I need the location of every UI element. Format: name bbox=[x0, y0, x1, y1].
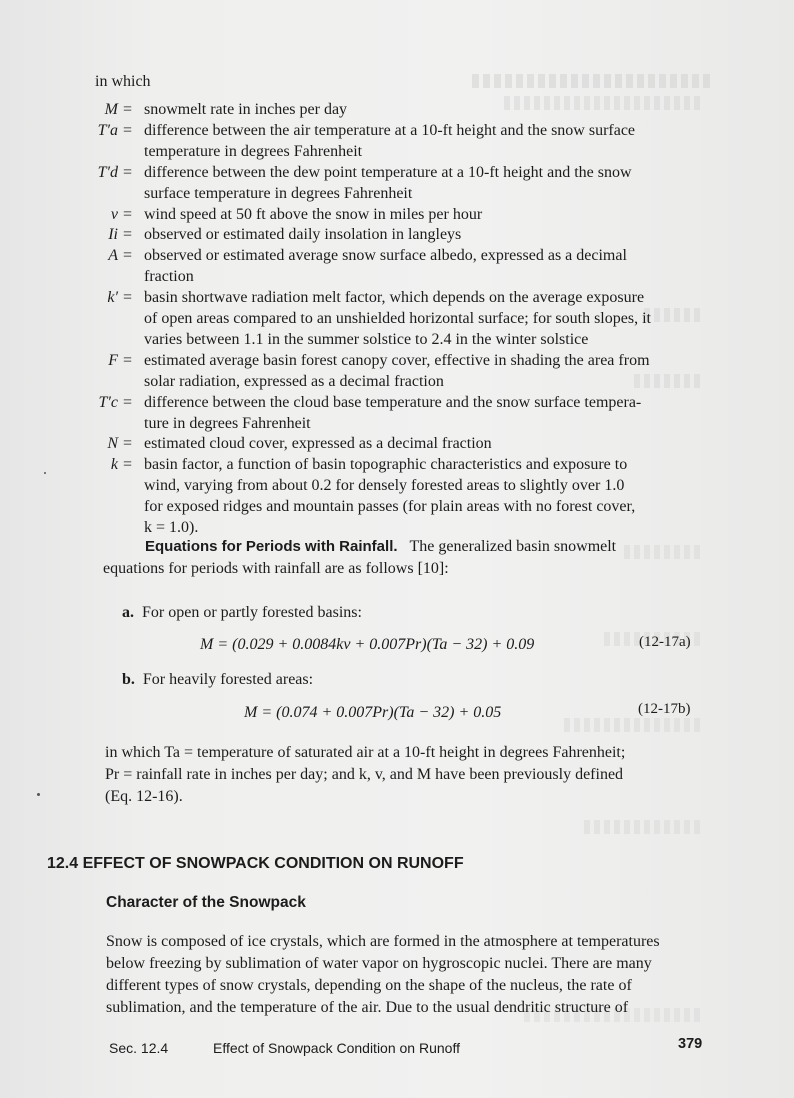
paragraph-line-3: different types of snow crystals, depending on the shape of the nucleus, the rate of bbox=[106, 977, 632, 994]
definition-symbol: A bbox=[108, 247, 118, 265]
definition-symbol: Ii bbox=[108, 226, 118, 244]
definition-text: basin shortwave radiation melt factor, which depends on the average exposure bbox=[144, 289, 645, 307]
definition-text: fraction bbox=[144, 268, 194, 286]
item-a bbox=[122, 604, 362, 622]
equation-12-17b: M = (0.074 + 0.007Pr)(Ta − 32) + 0.05 bbox=[244, 704, 502, 721]
equation-number-12-17b: (12-17b) bbox=[638, 701, 691, 717]
intro-text: in which bbox=[95, 73, 151, 90]
definition-equals: = bbox=[123, 101, 133, 118]
equation-12-17a: M = (0.029 + 0.0084kv + 0.007Pr)(Ta − 32) + 0.09 bbox=[200, 636, 535, 653]
definition-symbol: T′d bbox=[97, 163, 118, 181]
definition-symbol: M bbox=[104, 101, 118, 118]
definition-text: snowmelt rate in inches per day bbox=[144, 101, 348, 118]
definition-equals: = bbox=[123, 435, 133, 453]
definition-text: estimated cloud cover, expressed as a decimal fraction bbox=[144, 435, 492, 453]
definition-text: estimated average basin forest canopy cover, effective in shading the area from bbox=[144, 351, 650, 369]
definition-text: observed or estimated daily insolation in langleys bbox=[144, 226, 462, 244]
paper-speck bbox=[37, 793, 40, 796]
paragraph-line-1: Snow is composed of ice crystals, which are formed in the atmosphere at temperatures bbox=[106, 933, 660, 950]
definition-text: difference between the dew point temperature at a 10-ft height and the snow bbox=[144, 163, 632, 181]
definition-symbol: T′a bbox=[97, 121, 118, 139]
definition-equals: = bbox=[123, 205, 133, 223]
paper-speck bbox=[44, 472, 46, 474]
rainfall-paragraph-line1 bbox=[145, 538, 616, 556]
definition-text: observed or estimated average snow surface albedo, expressed as a decimal bbox=[144, 247, 627, 265]
definition-text: k = 1.0). bbox=[144, 519, 199, 536]
definition-symbol: F bbox=[108, 351, 118, 369]
definition-text: surface temperature in degrees Fahrenheit bbox=[144, 184, 413, 202]
item-a-text: For open or partly forested basins: bbox=[142, 604, 362, 621]
definition-text: for exposed ridges and mountain passes (for plain areas with no forest cover, bbox=[144, 498, 636, 516]
definition-symbol: k′ bbox=[107, 289, 118, 307]
definition-symbol: N bbox=[107, 435, 118, 453]
definition-text: temperature in degrees Fahrenheit bbox=[144, 142, 363, 160]
item-a-label: a. bbox=[122, 604, 134, 621]
definition-text: basin factor, a function of basin topographic characteristics and exposure to bbox=[144, 456, 628, 474]
definition-text: solar radiation, expressed as a decimal fraction bbox=[144, 372, 444, 390]
definition-symbol: k bbox=[110, 456, 118, 474]
item-b-text: For heavily forested areas: bbox=[142, 671, 314, 688]
definition-equals: = bbox=[123, 163, 133, 181]
definition-text: wind speed at 50 ft above the snow in miles per hour bbox=[144, 205, 483, 223]
definition-symbol: v bbox=[110, 205, 118, 223]
definition-equals: = bbox=[123, 456, 133, 474]
definition-equals: = bbox=[123, 351, 133, 369]
definition-text: varies between 1.1 in the summer solstice to 2.4 in the winter solstice bbox=[144, 330, 589, 348]
definition-text: of open areas compared to an unshielded horizontal surface; for south slopes, it bbox=[144, 310, 651, 327]
definition-symbol: T′c bbox=[98, 393, 118, 411]
definition-text: difference between the cloud base temperature and the snow surface tempera- bbox=[144, 393, 642, 411]
section-subtitle: Character of the Snowpack bbox=[106, 894, 306, 911]
item-b bbox=[122, 671, 313, 689]
definition-text: difference between the air temperature at a 10-ft height and the snow surface bbox=[144, 121, 636, 139]
equation-number-12-17a: (12-17a) bbox=[639, 634, 691, 650]
definition-equals: = bbox=[123, 226, 133, 244]
definition-equals: = bbox=[123, 289, 133, 307]
rainfall-text-line1: The generalized basin snowmelt bbox=[409, 538, 617, 555]
definition-text: ture in degrees Fahrenheit bbox=[144, 414, 311, 432]
rainfall-heading: Equations for Periods with Rainfall. bbox=[145, 538, 398, 555]
footer-title: Effect of Snowpack Condition on Runoff bbox=[213, 1040, 460, 1056]
definition-equals: = bbox=[123, 393, 133, 411]
item-b-label: b. bbox=[122, 671, 135, 688]
section-title: 12.4 EFFECT OF SNOWPACK CONDITION ON RUNOFF bbox=[47, 855, 464, 872]
paragraph-line-2: below freezing by sublimation of water vapor on hygroscopic nuclei. There are many bbox=[106, 955, 652, 972]
definition-equals: = bbox=[123, 121, 133, 139]
footer-section: Sec. 12.4 bbox=[109, 1040, 169, 1056]
rainfall-text-line2: equations for periods with rainfall are as follows [10]: bbox=[103, 560, 449, 577]
definition-text: wind, varying from about 0.2 for densely forested areas to slightly over 1.0 bbox=[144, 477, 625, 495]
definition-equals: = bbox=[123, 247, 133, 265]
after-line-2: Pr = rainfall rate in inches per day; and k, v, and M have been previously defined bbox=[105, 766, 624, 783]
after-line-3: (Eq. 12-16). bbox=[105, 788, 183, 805]
page-number: 379 bbox=[678, 1036, 703, 1052]
after-line-1: in which Ta = temperature of saturated air at a 10-ft height in degrees Fahrenheit; bbox=[105, 744, 626, 761]
paragraph-line-4: sublimation, and the temperature of the air. Due to the usual dendritic structure of bbox=[106, 999, 629, 1016]
